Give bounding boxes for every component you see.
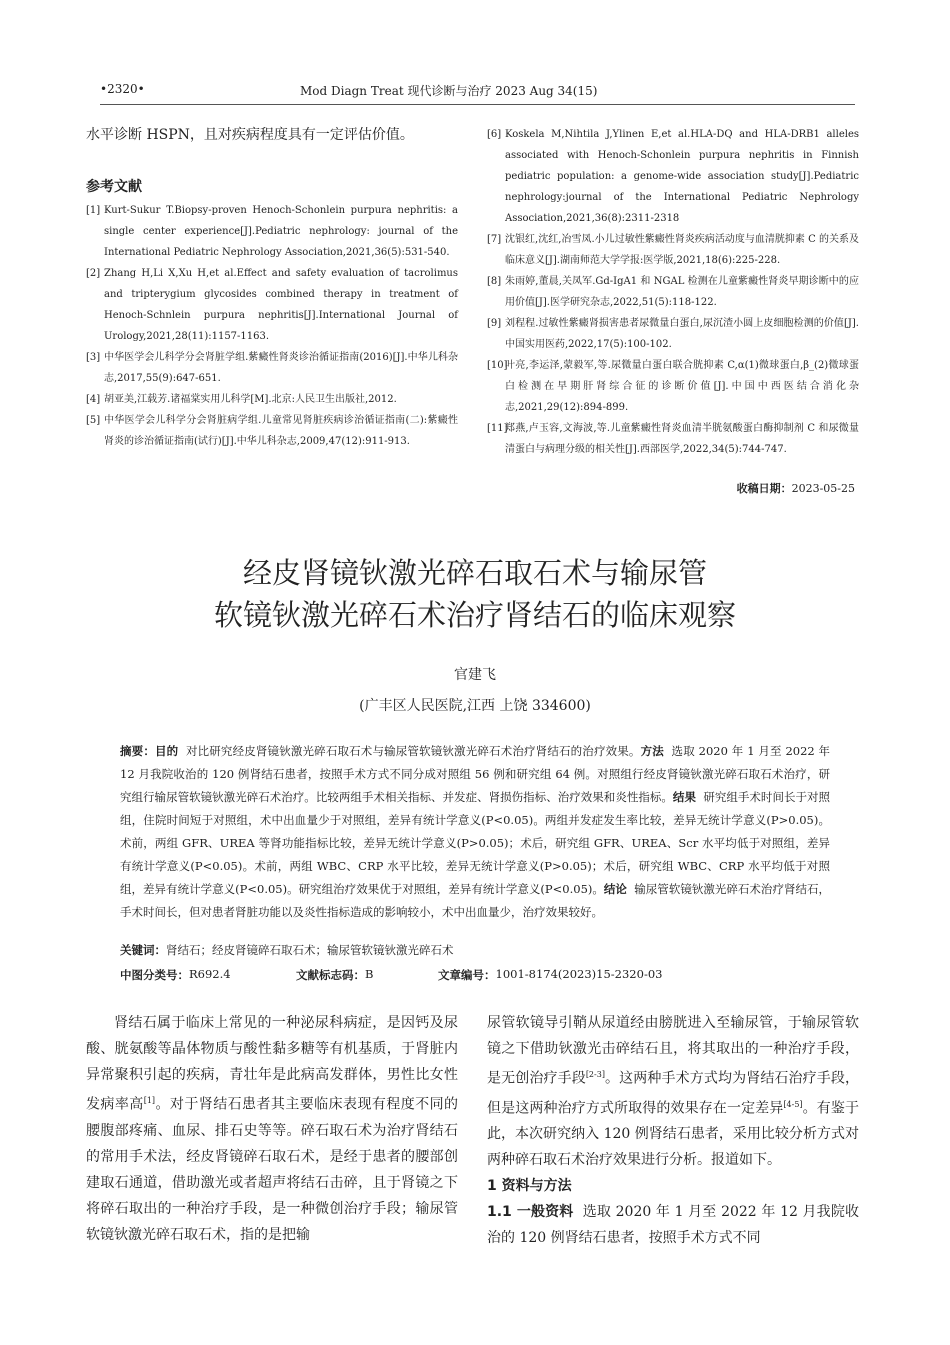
journal-info: Mod Diagn Treat 现代诊断与治疗 2023 Aug 34(15) <box>300 84 598 98</box>
author-name: 官建飞 <box>454 667 496 683</box>
reference-item: [1] Kurt-Sukur T.Biopsy-proven Henoch-Schonlein purpura nephritis: a single center experience[J].Pediatric nephrology: journal of the International Pediatric Nephrology Association,2021,36(5):531-540. <box>86 205 458 258</box>
keywords: 关键词：肾结石；经皮肾镜碎石取石术；输尿管软镜钬激光碎石术 <box>120 943 454 957</box>
abstract: 摘要：目的 对比研究经皮肾镜钬激光碎石取石术与输尿管软镜钬激光碎石术治疗肾结石的治疗效果。方法 选取 2020 年 1 月至 2022 年 12 月我院收治的 120 例肾结石患者，按照手术方式不同分成对照组 56 例和研究组 64 例。对照组行经皮肾镜钬激光碎石取石术治疗，研究组行输尿管软镜钬激光碎石术治疗。比较两组手术相关指标、并发症、肾损伤指标、治疗效果和炎性指标。结果 研究组手术时间长于对照组，住院时间短于对照组，术中出血量少于对照组，差异有统计学意义(P<0.05)。两组并发症发生率比较，差异无统计学意义(P>0.05)。术前，两组 GFR、UREA 等肾功能指标比较，差异无统计学意义(P>0.05)；术后，研究组 GFR、UREA、Scr 水平均低于对照组，差异有统计学意义(P<0.05)。术前，两组 WBC、CRP 水平比较，差异无统计学意义(P>0.05)；术后，研究组 WBC、CRP 水平均低于对照组，差异有统计学意义(P<0.05)。研究组治疗效果优于对照组，差异有统计学意义(P<0.05)。结论 输尿管软镜钬激光碎石术治疗肾结石，手术时间长，但对患者肾脏功能以及炎性指标造成的影响较小，术中出血量少，治疗效果较好。 <box>120 744 831 919</box>
body-left-column <box>86 1010 458 1248</box>
reference-item: [9] 刘程程.过敏性紫癜肾损害患者尿微量白蛋白,尿沉渣小圆上皮细胞检测的价值[J].中国实用医药,2022,17(5):100-102. <box>487 318 859 350</box>
section-heading: 1 资料与方法 <box>487 1178 572 1195</box>
reference-item: [10] 叶亮,李运泽,蒙毅军,等.尿微量白蛋白联合胱抑素 C,α(1)微球蛋白,β_(2)微球蛋白检测在早期肝肾综合征的诊断价值[J].中国中西医结合消化杂志,2021,29(12):894-899. <box>487 360 859 413</box>
received-date: 收稿日期：2023-05-25 <box>736 482 855 495</box>
page-number: •2320• <box>100 82 145 96</box>
author-affiliation: (广丰区人民医院,江西 上饶 334600) <box>359 698 591 714</box>
header-rule <box>100 104 855 105</box>
references-right <box>487 124 859 460</box>
reference-item: [5] 中华医学会儿科学分会肾脏病学组.儿童常见肾脏疾病诊治循证指南(二):紫癜性肾炎的诊治循证指南(试行)[J].中华儿科杂志,2009,47(12):911-913. <box>86 415 458 447</box>
references-heading: 参考文献 <box>86 179 142 195</box>
reference-item: [2] Zhang H,Li X,Xu H,et al.Effect and safety evaluation of tacrolimus and tripterygium glycosides combined therapy in treatment of Henoch-Schnlein purpura nephritis[J].International Journal of Urology,2021,28(11):1157-1163. <box>86 268 458 342</box>
intro-continuation: 尿管软镜导引鞘从尿道经由膀胱进入至输尿管，于输尿管软镜之下借助钬激光击碎结石且，将其取出的一种治疗手段，是无创治疗手段[2-3]。这两种手术方式均为肾结石治疗手段，但是这两种治疗方式所取得的效果存在一定差异[4-5]。有鉴于此，本次研究纳入 120 例肾结石患者，采用比较分析方式对两种碎石取石术治疗效果进行分析。报道如下。 <box>487 1015 860 1169</box>
article-title: 经皮肾镜钬激光碎石取石术与输尿管 软镜钬激光碎石术治疗肾结石的临床观察 <box>213 556 736 632</box>
reference-item: [11] 郑燕,卢玉容,文海波,等.儿童紫癜性肾炎血清半胱氨酸蛋白酶抑制剂 C 和尿微量清蛋白与病理分级的相关性[J].西部医学,2022,34(5):744-747. <box>487 423 859 455</box>
reference-item: [8] 朱雨婷,董晨,关凤军.Gd-IgA1 和 NGAL 检测在儿童紫癜性肾炎早期诊断中的应用价值[J].医学研究杂志,2022,51(5):118-122. <box>487 276 859 308</box>
references-left <box>86 200 458 452</box>
intro-paragraph: 肾结石属于临床上常见的一种泌尿科病症，是因钙及尿酸、胱氨酸等晶体物质与酸性黏多糖等有机基质，于肾脏内异常聚积引起的疾病，青壮年是此病高发群体，男性比女性发病率高[1]。对于肾结石患者其主要临床表现有程度不同的腰腹部疼痛、血尿、排石史等等。碎石取石术为治疗肾结石的常用手术法，经皮肾镜碎石取石术，是经于患者的腰部创建取石通道，借助激光或者超声将结石击碎，且于肾镜之下将碎石取出的一种治疗手段，是一种微创治疗手段；输尿管软镜钬激光碎石取石术，指的是把输 <box>86 1015 459 1243</box>
reference-item: [3] 中华医学会儿科学分会肾脏学组.紫癜性肾炎诊治循证指南(2016)[J].中华儿科杂志,2017,55(9):647-651. <box>86 352 458 384</box>
continuation-text: 水平诊断 HSPN，且对疾病程度具有一定评估价值。 <box>86 127 414 143</box>
reference-item: [7] 沈银红,沈红,冶雪凤.小儿过敏性紫癜性肾炎疾病活动度与血清胱抑素 C 的关系及临床意义[J].湖南师范大学学报:医学版,2021,18(6):225-228. <box>487 234 859 266</box>
body-right-column <box>487 1010 859 1251</box>
subsection-paragraph: 1.1 一般资料 选取 2020 年 1 月至 2022 年 12 月我院收治的 120 例肾结石患者，按照手术方式不同 <box>487 1204 859 1247</box>
reference-item: [4] 胡亚美,江载芳.诸福棠实用儿科学[M].北京:人民卫生出版社,2012. <box>86 394 397 405</box>
running-header <box>100 82 855 100</box>
reference-item: [6] Koskela M,Nihtila J,Ylinen E,et al.HLA-DQ and HLA-DRB1 alleles associated with Henoch-Schonlein purpura nephritis in Finnish pediatric population: a genome-wide association study[J].Pediatric nephrology:journal of the International Pediatric Nephrology Association,2021,36(8):2311-2318 <box>487 129 859 224</box>
